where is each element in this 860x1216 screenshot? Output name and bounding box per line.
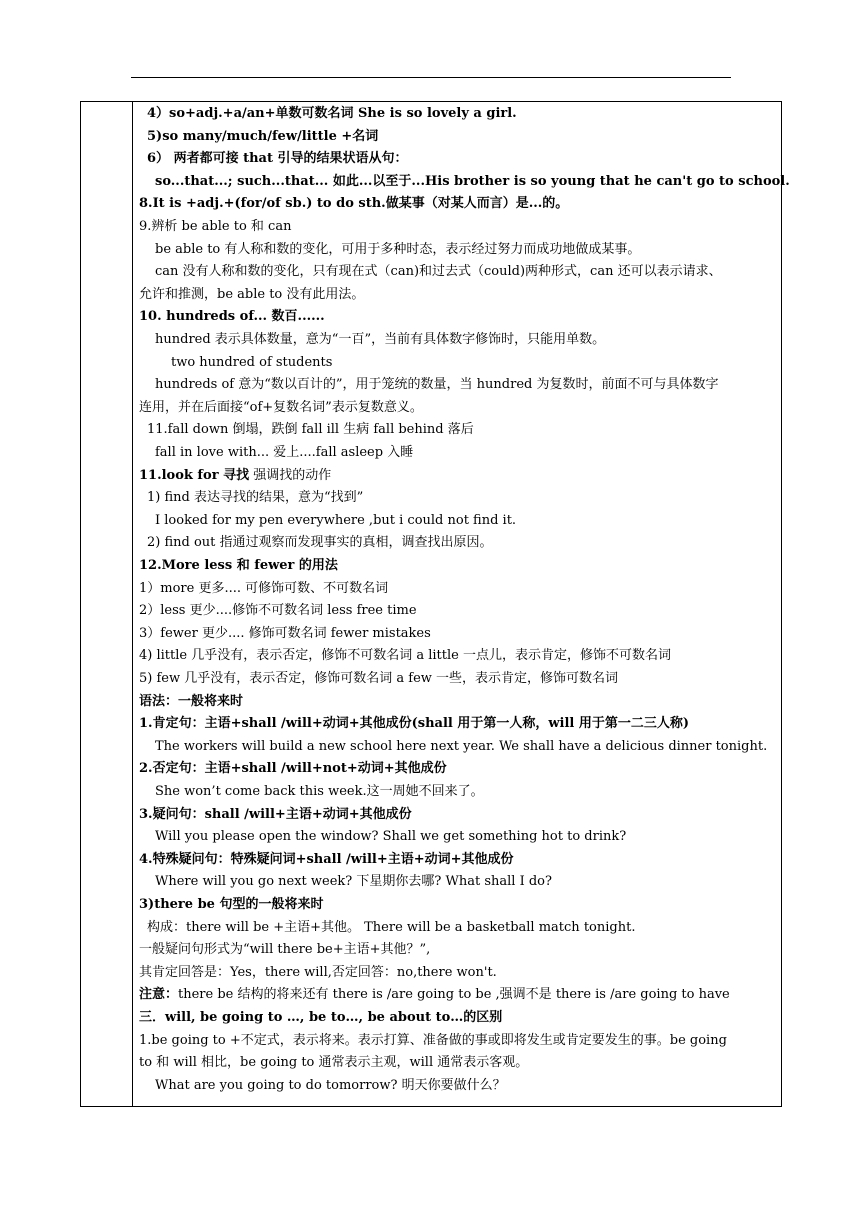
text-line: 1.肯定句：主语+shall /will+动词+其他成份(shall 用于第一人称，will 用于第一二三人称) [139,716,690,732]
text-line: be able to 有人称和数的变化，可用于多种时态，表示经过努力而成功地做成某事。 [155,241,641,257]
text-line: She won’t come back this week.这一周她不回来了。 [155,784,484,799]
text-line [139,468,331,484]
text-line: hundreds of 意为“数以百计的”，用于笼统的数量，当 hundred 为复数时，前面不可与具体数字 [155,377,719,393]
text-line: 2）less 更少....修饰不可数名词 less free time [139,603,417,619]
header-rule [131,77,731,78]
text-line: 一般疑问句形式为“will there be+主语+其他？”, [139,942,431,958]
text-line: 12.More less 和 fewer 的用法 [139,558,338,573]
text-line: 9.辨析 be able to 和 can [139,219,292,234]
text-line: to 和 will 相比，be going to 通常表示主观，will 通常表示客观。 [139,1055,529,1071]
text-line: 4）so+adj.+a/an+单数可数名词 She is so lovely a girl. [147,106,517,121]
text-line: 3.疑问句：shall /will+主语+动词+其他成份 [139,806,412,822]
text-line: so...that...; such...that... 如此...以至于...His brother is so young that he can't go to school. [155,173,790,189]
text-line: 10. hundreds of... 数百...... [139,309,325,325]
bold-heading: 注意： [139,987,179,1003]
text-line: 4.特殊疑问句：特殊疑问词+shall /will+主语+动词+其他成份 [139,851,514,867]
text-line: 允许和推测，be able to 没有此用法。 [139,286,365,302]
content-table [80,101,790,1107]
text-line: 11.fall down 倒塌，跌倒 fall ill 生病 fall behind 落后 [147,422,474,438]
text-line: 3)there be 句型的一般将来时 [139,897,324,912]
text-line: two hundred of students [171,354,333,370]
text-line: 4) little 几乎没有，表示否定，修饰不可数名词 a little 一点儿，表示肯定，修饰不可数名词 [139,648,671,664]
left-margin-column [81,102,133,1106]
text-line: 三．will, be going to …, be to…, be about to…的区别 [139,1010,503,1025]
text-line: The workers will build a new school here next year. We shall have a delicious dinner tonight. [155,738,768,754]
text-line: 1) find 表达寻找的结果，意为“找到” [147,490,364,506]
text-line: 其肯定回答是：Yes，there will,否定回答：no,there won't. [139,964,497,980]
bold-heading: 11.look for 寻找 [139,467,250,483]
text-line: hundred 表示具体数量，意为“一百”，当前有具体数字修饰时，只能用单数。 [155,332,606,347]
text-line: 1.be going to +不定式，表示将来。表示打算、准备做的事或即将发生或肯定要发生的事。be going [139,1032,727,1048]
text-line: 1）more 更多.... 可修饰可数、不可数名词 [139,580,389,596]
text-line: What are you going to do tomorrow? 明天你要做什么？ [155,1077,506,1093]
text-line: can 没有人称和数的变化，只有现在式（can)和过去式（could)两种形式，can 还可以表示请求、 [155,264,722,280]
text-line: 连用，并在后面接“of+复数名词”表示复数意义。 [139,399,423,415]
text-line: 2) find out 指通过观察而发现事实的真相，调查找出原因。 [147,535,493,551]
text-line: 8.It is +adj.+(for/of sb.) to do sth.做某事（对某人而言）是...的。 [139,196,569,212]
text-line: 2.否定句：主语+shall /will+not+动词+其他成份 [139,761,447,777]
text-line: 5)so many/much/few/little +名词 [147,128,379,144]
text-line [139,987,730,1003]
text-line: I looked for my pen everywhere ,but i could not find it. [155,512,517,528]
text-line: 6） 两者都可接 that 引导的结果状语从句： [147,151,408,167]
text-line: 构成：there will be +主语+其他。 There will be a basketball match tonight. [147,919,636,935]
line-rest: there be 结构的将来还有 there is /are going to be ,强调不是 there is /are going to have [178,987,730,1003]
text-line: 5) few 几乎没有，表示否定，修饰可数名词 a few 一些，表示肯定，修饰可数名词 [139,671,619,686]
text-line: 语法：一般将来时 [139,693,244,709]
line-rest: 强调找的动作 [249,467,332,483]
text-line: 3）fewer 更少.... 修饰可数名词 fewer mistakes [139,625,431,641]
text-line: Where will you go next week? 下星期你去哪? What shall I do? [155,874,552,890]
text-line: Will you please open the window? Shall we get something hot to drink? [155,829,627,845]
text-line: fall in love with... 爱上....fall asleep 入睡 [155,445,414,460]
